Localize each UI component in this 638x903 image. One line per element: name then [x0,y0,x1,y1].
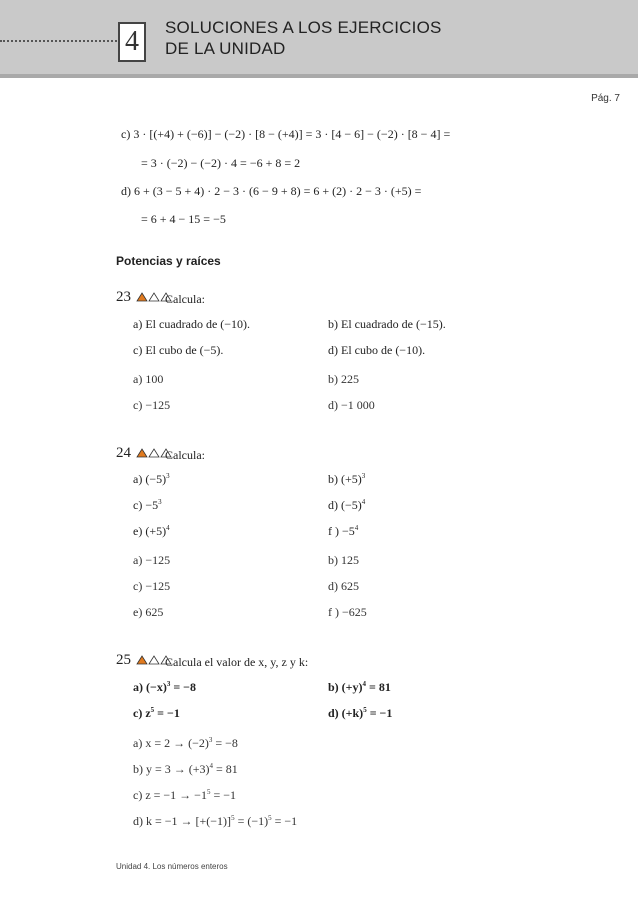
exercise-25-number: 25 [116,652,131,668]
ex25-answer-a: a) $x = 2 \to (-2)^3 = -8$ [133,736,238,750]
ex23-answer-c: c) −125 [133,398,171,412]
ex24-answer-a: a) −125 [133,553,171,567]
ex25-answer-b: b) $y = 3 \to (+3)^4 = 81$ [133,762,238,776]
header-title [165,17,442,59]
ex25-question-c: c) $z^5 = -1$ [133,706,180,720]
section-title: Potencias y raíces [116,254,221,268]
ex24-answer-c: c) −125 [133,579,171,593]
header-title-line1: SOLUCIONES A LOS EJERCICIOS [165,18,442,37]
continued-line-1: c) 3 · [(+4) + (−6)] − (−2) · [8 − (+4)] = 3 · [4 − 6] − (−2) · [8 − 4] = [121,127,451,141]
header-shadow [0,74,638,78]
ex24-answer-b: b) 125 [328,553,359,567]
ex24-answer-f: f ) −625 [328,605,367,619]
header-title-line2: DE LA UNIDAD [165,39,286,58]
ex24-question-e: e) $(+5)^4$ [133,524,170,538]
exercise-24-number: 24 [116,445,131,461]
ex25-answer-c: c) $z = -1 \to -1^5 = -1$ [133,788,236,802]
ex24-question-c: $c) -5^3$ [133,498,162,512]
ex25-answer-d: d) $k = -1 \to [+(-1)]^5 = (-1)^5 = -1$ [133,814,298,828]
ex24-question-f: f ) $-5^4$ [328,524,359,538]
ex23-question-a: a) El cuadrado de (−10). [133,317,251,331]
page-label: Pág. 7 [591,93,620,104]
ex23-answer-b: b) 225 [328,372,359,386]
unit-number: 4 [125,26,139,57]
ex23-answer-d: d) −1 000 [328,398,375,412]
ex25-question-b: b) $(+y)^4 = 81$ [328,680,391,694]
ex24-question-a: a) $(-5)^3$ [133,472,170,486]
ex24-question-b: b) $(+5)^3$ [328,472,366,486]
footer-unit-label: Unidad 4. Los números enteros [116,862,228,871]
exercise-24-prompt: Calcula: [165,448,205,462]
ex24-answer-e: e) 625 [133,605,164,619]
exercise-25-prompt: Calcula el valor de x, y, z y k: [165,655,309,669]
ex23-question-c: c) El cubo de (−5). [133,343,224,357]
ex24-answer-d: d) 625 [328,579,359,593]
ex23-question-b: b) El cuadrado de (−15). [328,317,446,331]
exercise-23-number: 23 [116,289,131,305]
ex23-answer-a: a) 100 [133,372,164,386]
continued-line-3: d) 6 + (3 − 5 + 4) · 2 − 3 · (6 − 9 + 8) = 6 + (2) · 2 − 3 · (+5) = [121,184,422,198]
continued-line-4: = 6 + 4 − 15 = −5 [141,212,226,226]
ex25-question-a: a) $(-x)^3 = -8$ [133,680,197,694]
continued-line-2: = 3 · (−2) − (−2) · 4 = −6 + 8 = 2 [141,156,301,170]
unit-number-box [118,22,146,62]
ex24-question-d: d) $(-5)^4$ [328,498,366,512]
ex25-question-d: d) $(+k)^5 = -1$ [328,706,393,720]
exercise-23-prompt: Calcula: [165,292,205,306]
ex23-question-d: d) El cubo de (−10). [328,343,426,357]
header-dotted-rule [0,40,120,42]
